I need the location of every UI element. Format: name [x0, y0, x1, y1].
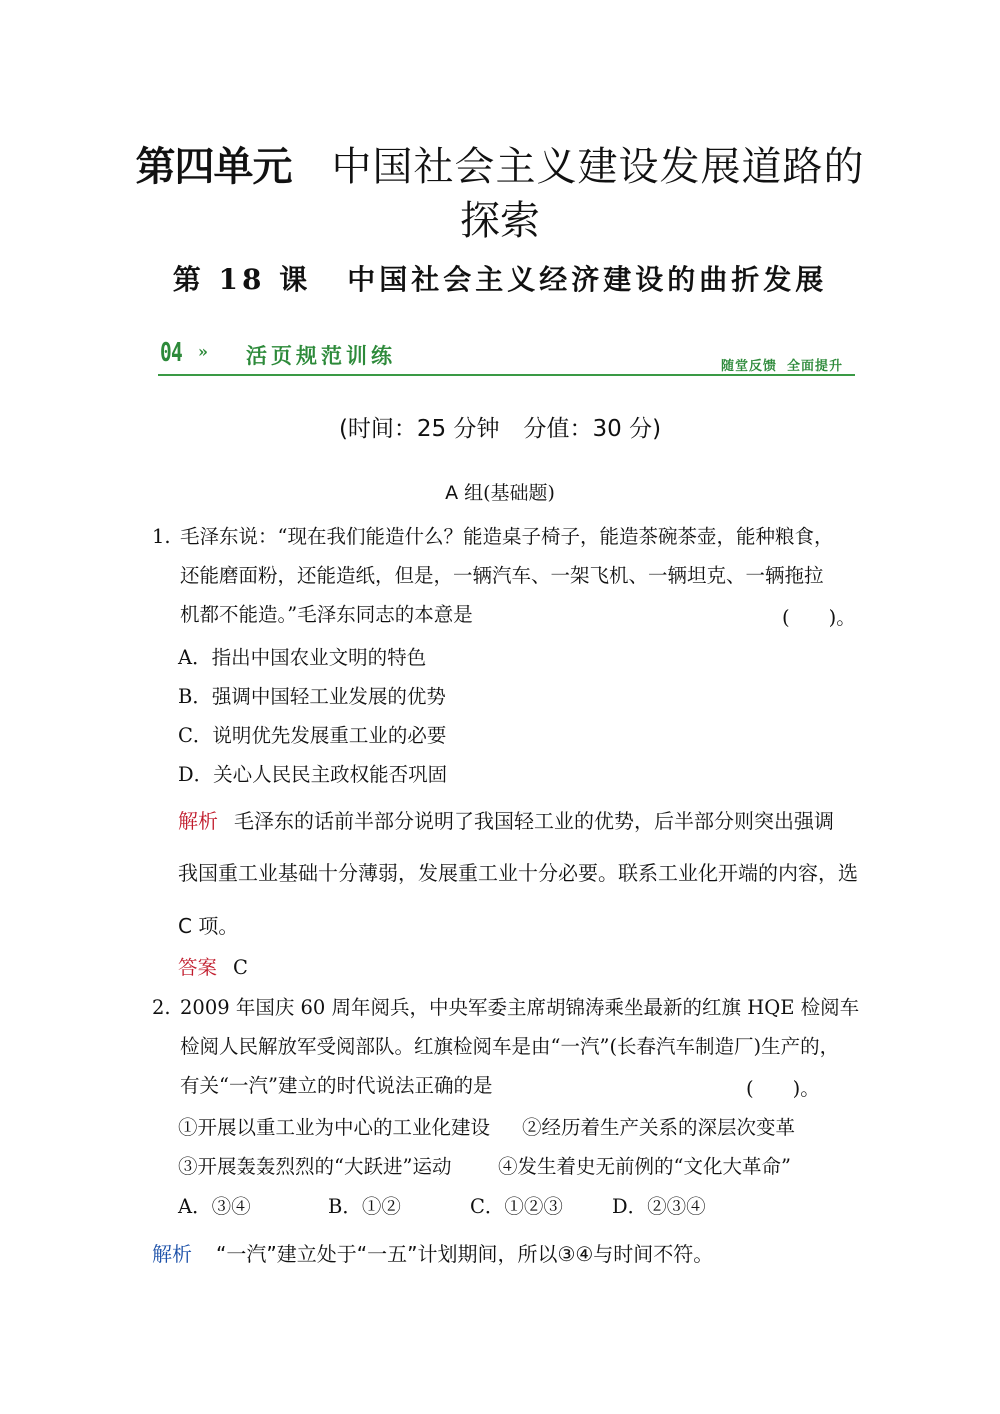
group-label: 组(基础题)	[464, 482, 555, 504]
time-limit: (时间：25 分钟	[338, 416, 500, 442]
statement-item: ②经历着生产关系的深层次变革	[522, 1116, 796, 1139]
question-stem-line: 机都不能造。”毛泽东同志的本意是	[180, 603, 473, 626]
analysis-block	[178, 805, 834, 834]
section-banner	[158, 338, 855, 378]
section-label: 活页规范训练	[246, 344, 396, 368]
section-number: 04	[160, 338, 182, 368]
option-c: C．①②③	[470, 1195, 563, 1218]
option-d: D．②③④	[612, 1195, 706, 1218]
analysis-line: C 项。	[178, 914, 239, 938]
unit-title-line2: 探索	[460, 198, 540, 244]
analysis-label: 解析	[178, 809, 218, 833]
analysis-block	[152, 1238, 713, 1267]
answer-label: 答案	[178, 956, 218, 979]
option-a: A．③④	[178, 1195, 251, 1218]
analysis-text: “一汽”建立处于“一五”计划期间，所以③④与时间不符。	[216, 1242, 714, 1266]
answer-blank: ( )。	[782, 606, 856, 629]
question-number: 1.	[152, 525, 171, 548]
question-stem-line: 2009 年国庆 60 周年阅兵，中央军委主席胡锦涛乘坐最新的红旗 HQE 检阅车	[180, 996, 860, 1019]
section-tagline	[721, 355, 843, 374]
lesson-name: 中国社会主义经济建设的曲折发展	[347, 263, 828, 296]
analysis-line: 我国重工业基础十分薄弱，发展重工业十分必要。联系工业化开端的内容，选	[178, 861, 858, 885]
unit-title-line1: 中国社会主义建设发展道路的	[331, 144, 865, 190]
question-number: 2.	[152, 996, 171, 1019]
tagline-part1: 随堂反馈	[720, 359, 777, 374]
statement-item: ④发生着史无前例的“文化大革命”	[498, 1155, 791, 1178]
question-stem-line: 毛泽东说：“现在我们能造什么？能造桌子椅子，能造茶碗茶壶，能种粮食，	[180, 525, 834, 548]
tagline-part2: 全面提升	[786, 359, 843, 374]
question-stem-line: 还能磨面粉，还能造纸，但是，一辆汽车、一架飞机、一辆坦克、一辆拖拉	[180, 564, 824, 587]
answer-value: C	[233, 956, 248, 979]
group-letter: A	[445, 482, 459, 504]
group-heading	[0, 478, 1000, 505]
option-b: B．强调中国轻工业发展的优势	[178, 685, 446, 708]
score-total: 分值：30 分)	[523, 416, 662, 442]
answer-blank: ( )。	[746, 1077, 820, 1100]
question-stem-line: 有关“一汽”建立的时代说法正确的是	[180, 1074, 493, 1097]
lesson-number: 第 18 课	[172, 263, 312, 296]
option-d: D．关心人民民主政权能否巩固	[178, 763, 448, 786]
lesson-title	[0, 258, 1000, 298]
option-c: C．说明优先发展重工业的必要	[178, 724, 447, 747]
exam-meta	[0, 410, 1000, 443]
option-a: A．指出中国农业文明的特色	[178, 646, 427, 669]
section-divider	[158, 374, 855, 376]
double-chevron-icon: »	[198, 342, 208, 361]
unit-title	[0, 140, 1000, 194]
analysis-line: 毛泽东的话前半部分说明了我国轻工业的优势，后半部分则突出强调	[234, 809, 834, 833]
statement-item: ①开展以重工业为中心的工业化建设	[178, 1116, 491, 1139]
option-b: B．①②	[328, 1195, 401, 1218]
analysis-label: 解析	[152, 1242, 192, 1266]
unit-label: 第四单元	[135, 144, 292, 190]
answer-block	[178, 955, 248, 981]
statement-item: ③开展轰轰烈烈的“大跃进”运动	[178, 1155, 452, 1178]
question-stem-line: 检阅人民解放军受阅部队。红旗检阅车是由“一汽”(长春汽车制造厂)生产的，	[180, 1035, 840, 1058]
